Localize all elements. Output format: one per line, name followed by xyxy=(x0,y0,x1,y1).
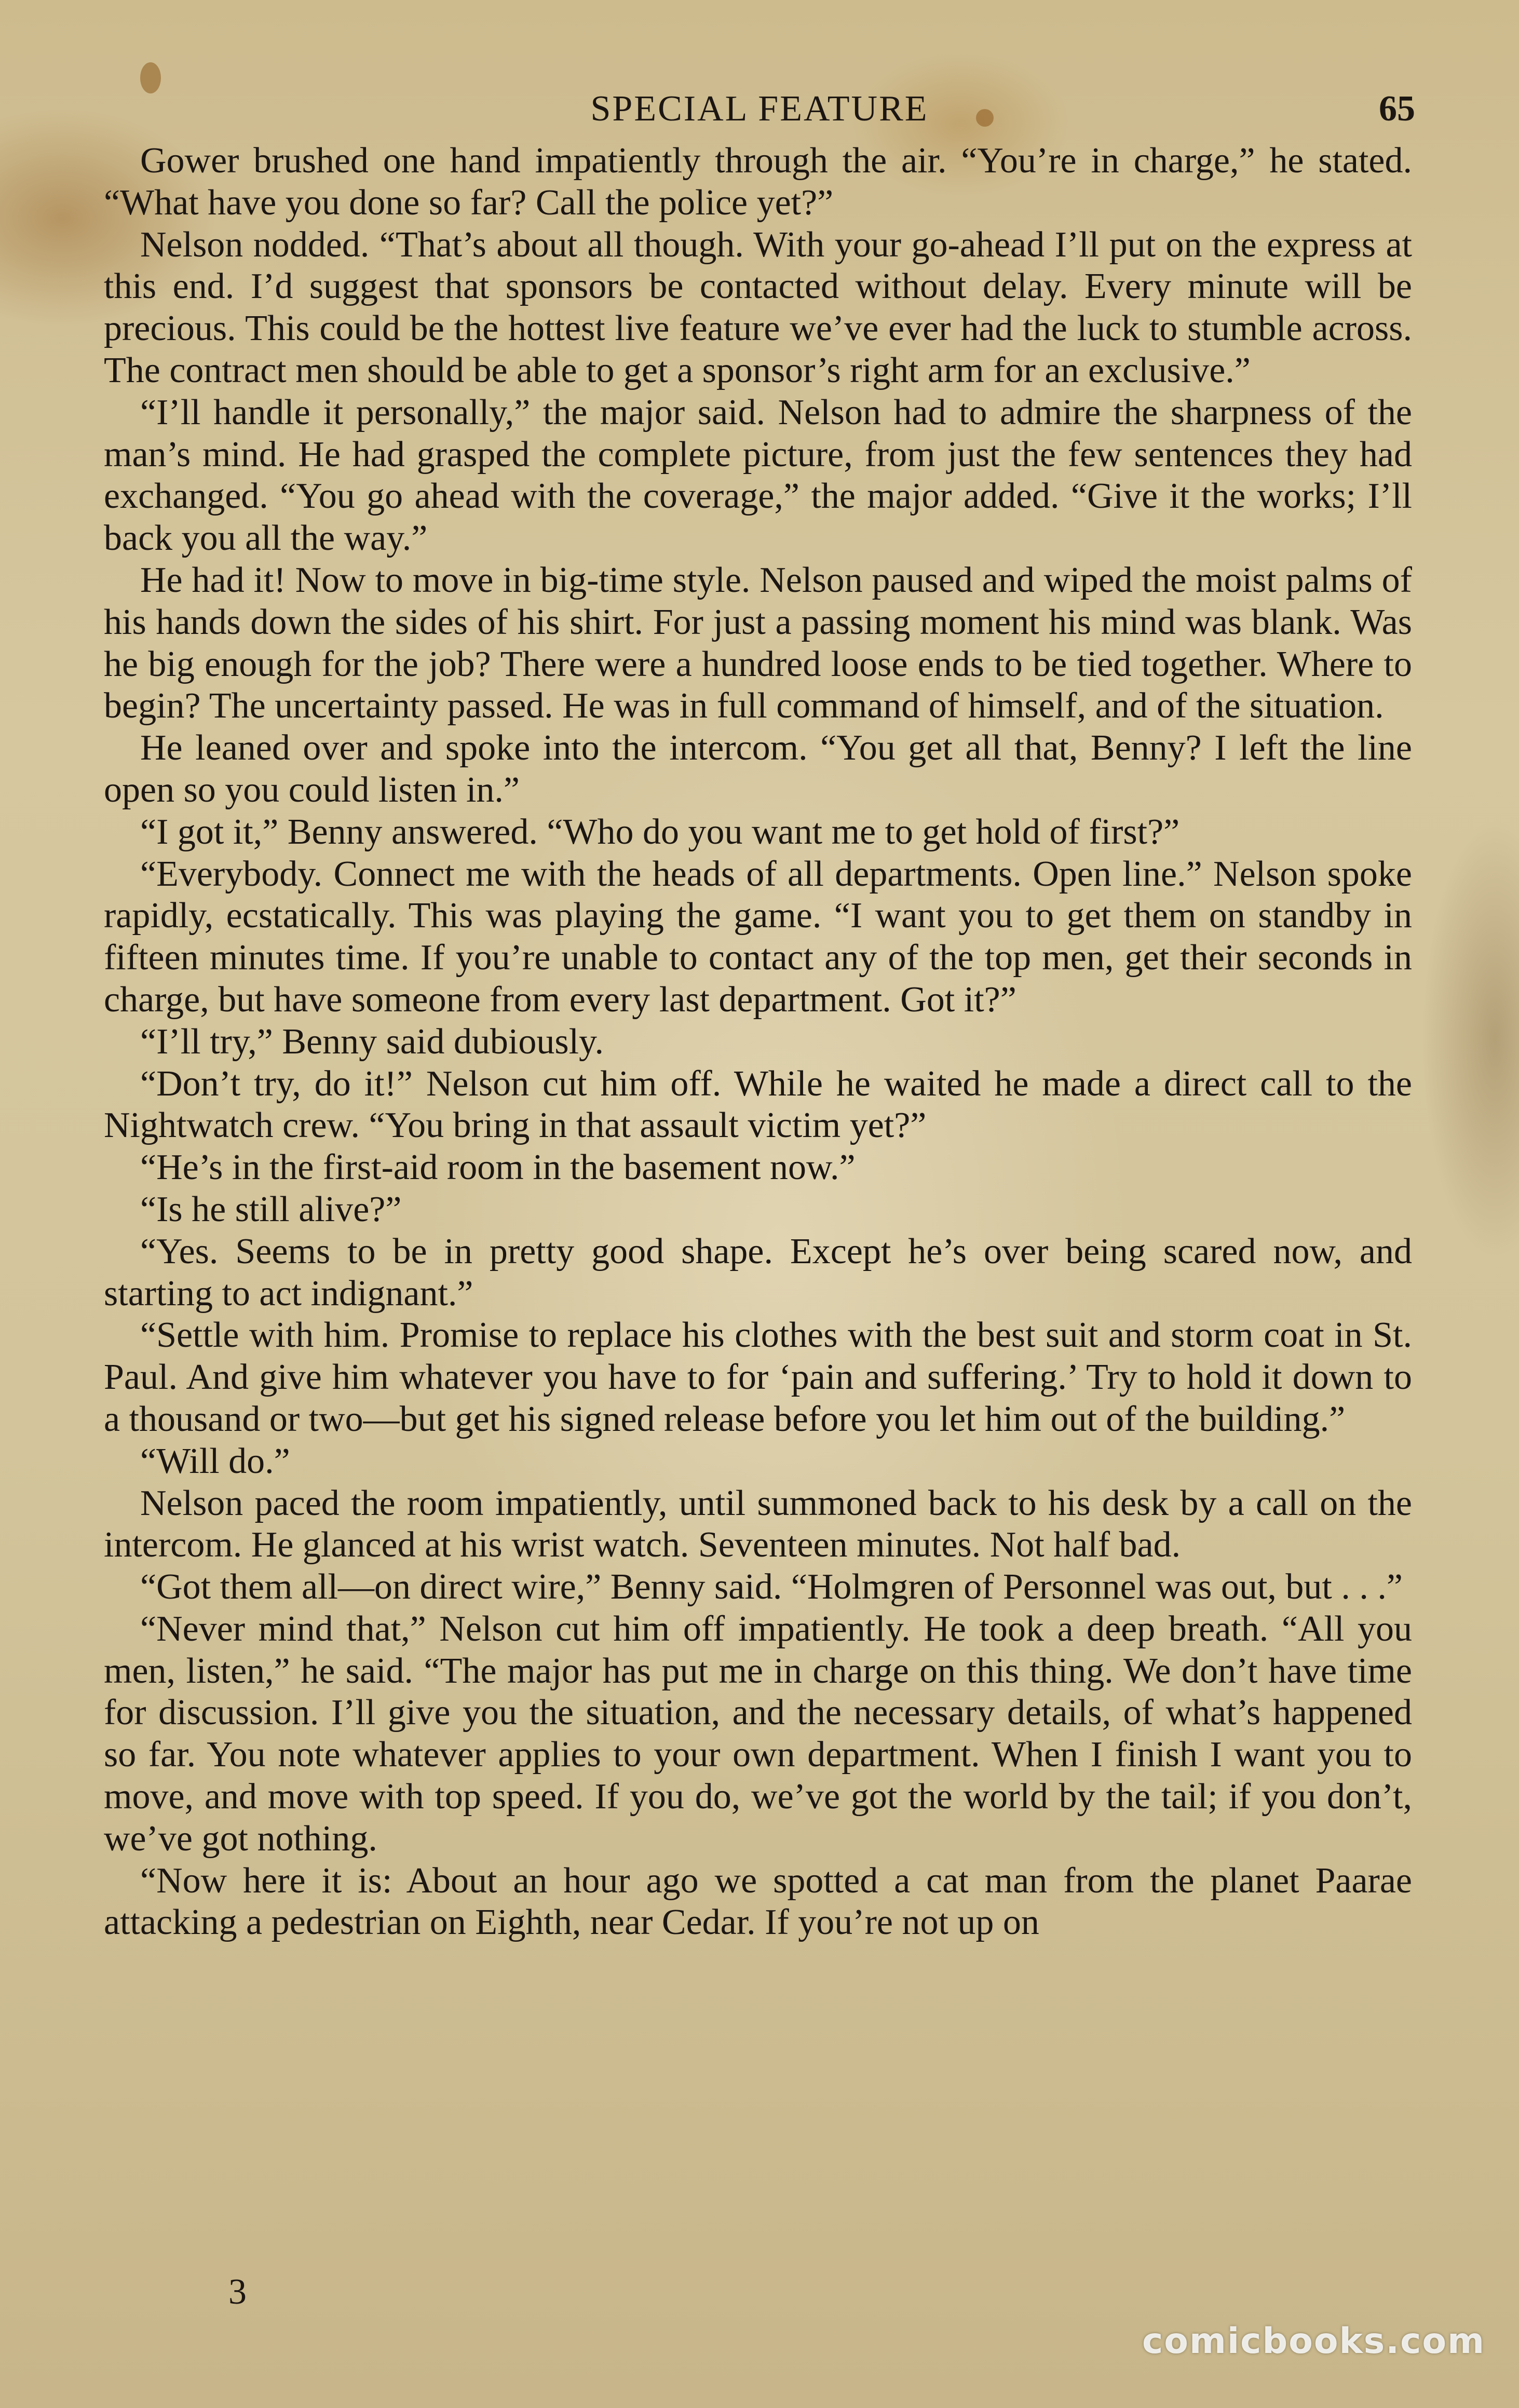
paragraph: Gower brushed one hand impatiently through the air. “You’re in charge,” he stated. “What have you done so far? Call the police yet?” xyxy=(104,141,1412,223)
paragraph: “Everybody. Connect me with the heads of all departments. Open line.” Nelson spoke rapidly, ecstatically. This was playing the game. “I want you to get them on standby in fifteen minutes time. If you’re unable to contact any of the top men, get their seconds in charge, but have someone from every last department. Got it?” xyxy=(104,854,1412,1020)
signature-mark: 3 xyxy=(228,2272,247,2312)
paragraph: “I’ll handle it personally,” the major said. Nelson had to admire the sharpness of the man’s mind. He had grasped the complete picture, from just the few sentences they had exchanged. “You go ahead with the coverage,” the major added. “Give it the works; I’ll back you all the way.” xyxy=(104,392,1412,559)
paragraph: “I got it,” Benny answered. “Who do you want me to get hold of first?” xyxy=(140,811,1180,852)
paragraph: “Now here it is: About an hour ago we spotted a cat man from the planet Paarae attacking a pedestrian on Eighth, near Cedar. If you’re not up on xyxy=(104,1860,1412,1943)
paragraph: “Got them all—on direct wire,” Benny said. “Holmgren of Personnel was out, but . . .” xyxy=(140,1567,1403,1607)
page-number: 65 xyxy=(1379,89,1415,129)
paragraph: “He’s in the first-aid room in the basement now.” xyxy=(140,1147,856,1188)
paragraph: Nelson paced the room impatiently, until summoned back to his desk by a call on the intercom. He glanced at his wrist watch. Seventeen minutes. Not half bad. xyxy=(104,1483,1412,1565)
paragraph: “I’ll try,” Benny said dubiously. xyxy=(140,1021,604,1062)
page-header xyxy=(104,78,1415,140)
paragraph: He had it! Now to move in big-time style. Nelson paused and wiped the moist palms of his hands down the sides of his shirt. For just a passing moment his mind was blank. Was he big enough for the job? There were a hundred loose ends to be tied together. Where to begin? The uncertainty passed. He was in full command of himself, and of the situation. xyxy=(104,560,1412,726)
paragraph: “Settle with him. Promise to replace his clothes with the best suit and storm coat in St. Paul. And give him whatever you have to for ‘pain and suffering.’ Try to hold it down to a thousand or two—but get his signed release before you let him out of the building.” xyxy=(104,1315,1412,1439)
story-text xyxy=(104,140,1412,1944)
watermark: comicbooks.com xyxy=(1142,2321,1485,2362)
paragraph: “Will do.” xyxy=(140,1441,290,1481)
paragraph: He leaned over and spoke into the intercom. “You get all that, Benny? I left the line open so you could listen in.” xyxy=(104,728,1412,810)
paragraph: “Don’t try, do it!” Nelson cut him off. While he waited he made a direct call to the Nightwatch crew. “You bring in that assault victim yet?” xyxy=(104,1063,1412,1146)
paragraph: “Is he still alive?” xyxy=(140,1189,402,1229)
paragraph: “Never mind that,” Nelson cut him off impatiently. He took a deep breath. “All you men, listen,” he said. “The major has put me in charge on this thing. We don’t have time for discussion. I’ll give you the situation, and the necessary details, of what’s happened so far. You note whatever applies to your own department. When I finish I want you to move, and move with top speed. If you do, we’ve got the world by the tail; if you don’t, we’ve got nothing. xyxy=(104,1608,1412,1859)
running-title: SPECIAL FEATURE xyxy=(590,89,929,129)
paragraph: Nelson nodded. “That’s about all though. With your go-ahead I’ll put on the express at this end. I’d suggest that sponsors be contacted without delay. Every minute will be precious. This could be the hottest live feature we’ve ever had the luck to stumble across. The contract men should be able to get a sponsor’s right arm for an exclusive.” xyxy=(104,224,1412,390)
paragraph: “Yes. Seems to be in pretty good shape. Except he’s over being scared now, and starting to act indignant.” xyxy=(104,1231,1412,1314)
